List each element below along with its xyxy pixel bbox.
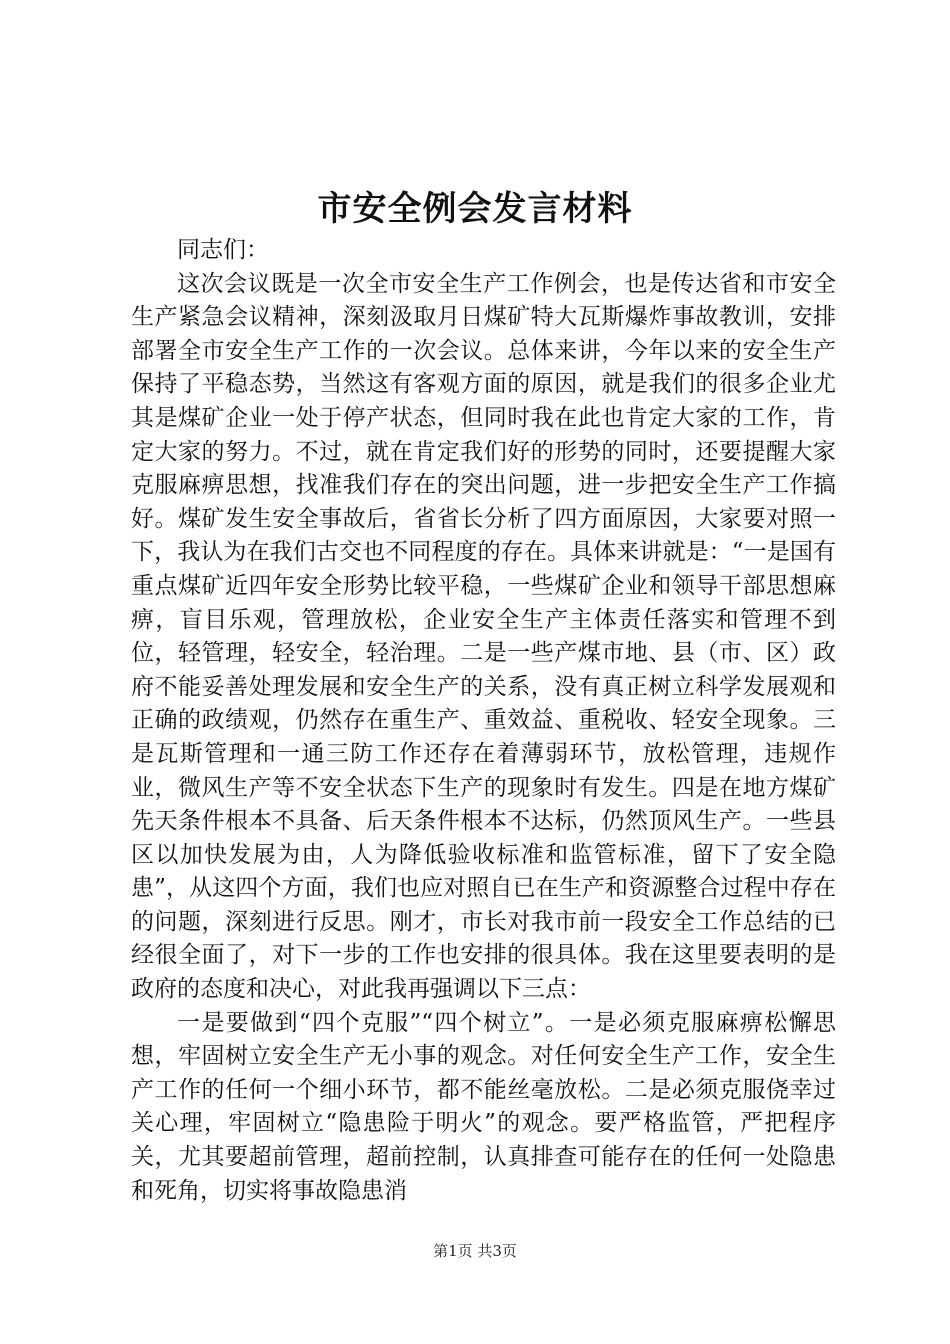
body-paragraph-2: 一是要做到“四个克服”“四个树立”。一是必须克服麻痹松懈思想，牢固树立安全生产无小事的观念。对任何安全生产工作，安全生产工作的任何一个细小环节，都不能丝毫放松。二是必须克服侥幸过关心理，牢固树立“隐患险于明火”的观念。要严格监管，严把程序关，尤其要超前管理，超前控制，认真排查可能存在的任何一处隐患和死角，切实将事故隐患消 <box>131 1009 836 1204</box>
document-body <box>131 234 836 1208</box>
document-title: 市安全例会发言材料 <box>317 189 633 229</box>
salutation-paragraph: 同志们： <box>177 237 269 263</box>
page-footer: 第1页 共3页 <box>433 1242 517 1260</box>
body-paragraph-1: 这次会议既是一次全市安全生产工作例会，也是传达省和市安全生产紧急会议精神，深刻汲取月日煤矿特大瓦斯爆炸事故教训，安排部署全市安全生产工作的一次会议。总体来讲，今年以来的安全生产保持了平稳态势，当然这有客观方面的原因，就是我们的很多企业尤其是煤矿企业一处于停产状态，但同时我在此也肯定大家的工作，肯定大家的努力。不过，就在肯定我们好的形势的同时，还要提醒大家克服麻痹思想，找准我们存在的突出问题，进一步把安全生产工作搞好。煤矿发生安全事故后，省省长分析了四方面原因，大家要对照一下，我认为在我们古交也不同程度的存在。具体来讲就是：“一是国有重点煤矿近四年安全形势比较平稳，一些煤矿企业和领导干部思想麻痹，盲目乐观，管理放松，企业安全生产主体责任落实和管理不到位，轻管理，轻安全，轻治理。二是一些产煤市地、县（市、区）政府不能妥善处理发展和安全生产的关系，没有真正树立科学发展观和正确的政绩观，仍然存在重生产、重效益、重税收、轻安全现象。三是瓦斯管理和一通三防工作还存在着薄弱环节，放松管理，违规作业，微风生产等不安全状态下生产的现象时有发生。四是在地方煤矿先天条件根本不具备、后天条件根本不达标，仍然顶风生产。一些县区以加快发展为由，人为降低验收标准和监管标准，留下了安全隐患”，从这四个方面，我们也应对照自已在生产和资源整合过程中存在的问题，深刻进行反思。刚才，市长对我市前一段安全工作总结的已经很全面了，对下一步的工作也安排的很具体。我在这里要表明的是政府的态度和决心，对此我再强调以下三点： <box>131 270 836 1003</box>
